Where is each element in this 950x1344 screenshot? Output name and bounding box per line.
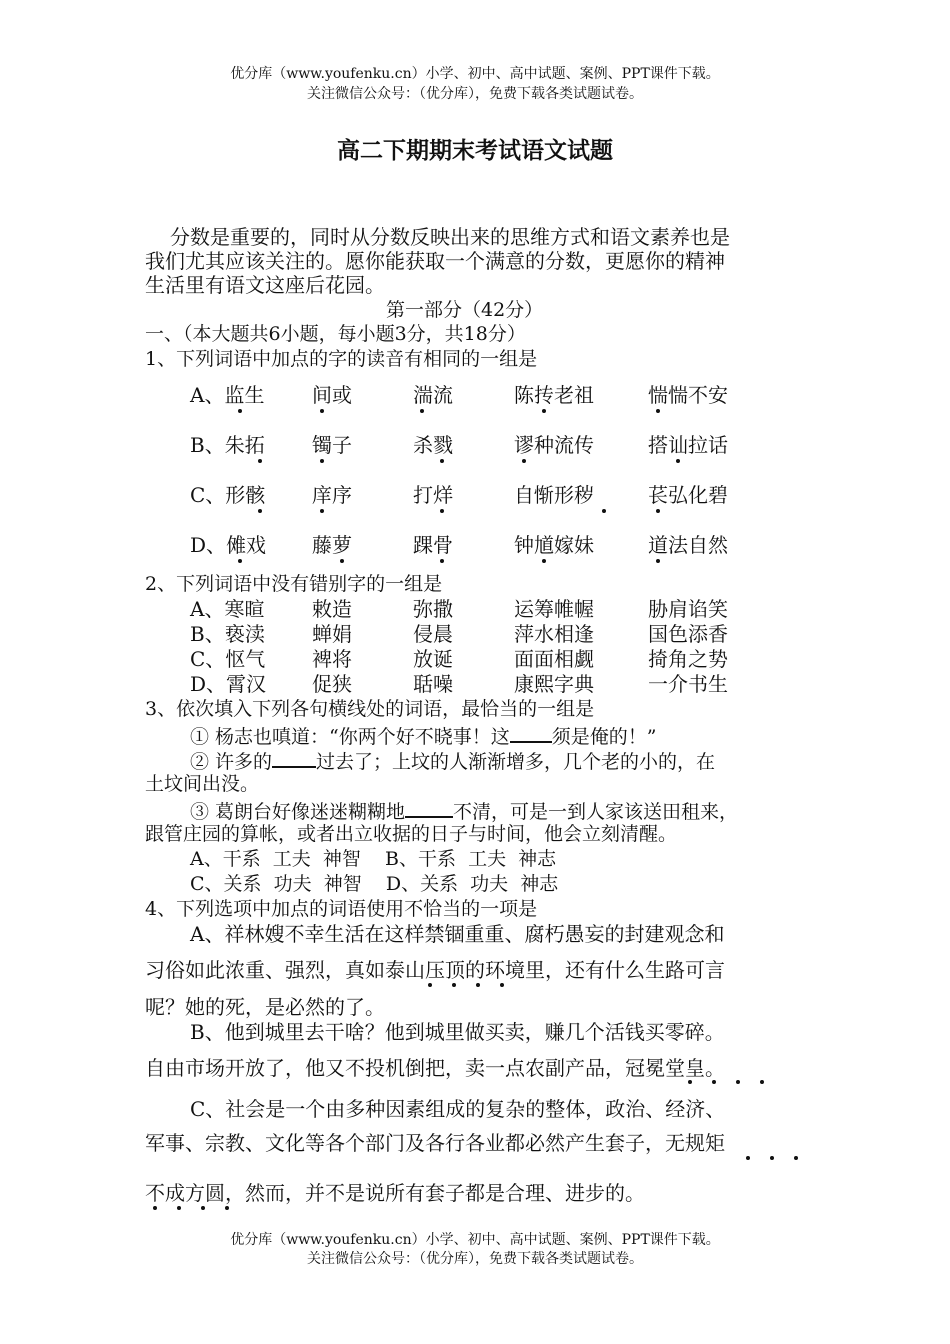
q4-b-line-2: 自由市场开放了，他又不投机倒把，卖一点农副产品，冠冕堂皇。: [145, 1056, 725, 1080]
q2-b-col5: 国色添香: [648, 622, 728, 646]
q4-a-line-1: A、祥林嫂不幸生活在这样禁锢重重、腐朽愚妄的封建观念和: [190, 922, 725, 946]
emphasis-dot: [238, 409, 242, 413]
emphasis-dot: [440, 509, 444, 513]
q2-a-col5: 胁肩谄笑: [648, 597, 728, 621]
q2-c-col3: 放诞: [413, 647, 453, 671]
emphasis-dot: [420, 409, 424, 413]
q3-sentence-3-cont: 跟管庄园的算帐，或者出立收据的日子与时间，他会立刻清醒。: [145, 823, 678, 845]
fill-blank-1: [510, 723, 552, 743]
q1-b-col5: 搭讪拉话: [648, 433, 728, 457]
q2-d-col4: 康熙字典: [514, 672, 594, 696]
emphasis-dot: [656, 559, 660, 563]
q1-d-col5: 道法自然: [648, 533, 728, 557]
emphasis-dot: [440, 559, 444, 563]
q2-b-col1: B、亵渎: [190, 622, 265, 646]
q3-s1-part-a: ① 杨志也嗔道：“你两个好不晓事！这: [190, 726, 510, 748]
emphasis-dot: [320, 409, 324, 413]
q2-c-col4: 面面相觑: [514, 647, 594, 671]
q4-a-line-3: 呢？她的死，是必然的了。: [145, 995, 385, 1019]
q2-d-col2: 促狭: [312, 672, 352, 696]
q3-options-ab: A、干系 工夫 神智 B、干系 工夫 神志: [190, 848, 557, 870]
q1-d-col3: 踝骨: [413, 533, 453, 557]
emphasis-dot: [736, 1080, 740, 1084]
q1-a-col5: 惴惴不安: [648, 383, 728, 407]
q2-c-col5: 掎角之势: [648, 647, 728, 671]
q1-c-col5: 苌弘化碧: [648, 483, 728, 507]
q1-b-col4: 谬种流传: [514, 433, 594, 457]
emphasis-dot: [656, 509, 660, 513]
q1-a-col1: A、监生: [190, 383, 265, 407]
emphasis-dot: [452, 983, 456, 987]
emphasis-dot: [476, 983, 480, 987]
page-title: 高二下期期末考试语文试题: [337, 137, 613, 164]
q2-a-col2: 敕造: [312, 597, 352, 621]
intro-line-3: 生活里有语文这座后花园。: [145, 273, 385, 297]
emphasis-dot: [542, 409, 546, 413]
q1-c-col4: 自惭形秽: [514, 483, 594, 507]
section1-heading: 一、（本大题共6小题，每小题3分，共18分）: [145, 323, 526, 345]
footer-line-2: 关注微信公众号：（优分库），免费下载各类试题试卷。: [307, 1251, 643, 1267]
q1-b-col1: B、朱拓: [190, 433, 265, 457]
q1-c-col3: 打烊: [413, 483, 453, 507]
q1-d-col1: D、傩戏: [190, 533, 267, 557]
emphasis-dot: [177, 1206, 181, 1210]
q2-d-col1: D、霄汉: [190, 672, 267, 696]
emphasis-dot: [201, 1206, 205, 1210]
emphasis-dot: [602, 509, 606, 513]
q1-a-col4: 陈抟老祖: [514, 383, 594, 407]
q3-sentence-3: [190, 798, 738, 823]
q4-c-line-2: 军事、宗教、文化等各个部门及各行各业都必然产生套子，无规矩: [145, 1131, 725, 1155]
q2-b-col4: 萍水相逢: [514, 622, 594, 646]
q2-a-col3: 弥撒: [413, 597, 453, 621]
intro-line-2: 我们尤其应该关注的。愿你能获取一个满意的分数，更愿你的精神: [145, 249, 725, 273]
emphasis-dot: [746, 1156, 750, 1160]
header-line-1: 优分库（www.youfenku.cn）小学、初中、高中试题、案例、PPT课件下载。: [230, 66, 720, 82]
q4-b-line-1: B、他到城里去干啥？他到城里做买卖，赚几个活钱买零碎。: [190, 1020, 725, 1044]
q4-c-line-1: C、社会是一个由多种因素组成的复杂的整体，政治、经济、: [190, 1097, 726, 1121]
emphasis-dot: [712, 1080, 716, 1084]
q1-stem: 1、下列词语中加点的字的读音有相同的一组是: [145, 348, 538, 370]
emphasis-dot: [340, 559, 344, 563]
q1-d-col4: 钟馗嫁妹: [514, 533, 594, 557]
emphasis-dot: [153, 1206, 157, 1210]
q1-c-col2: 庠序: [312, 483, 352, 507]
q2-d-col5: 一介书生: [648, 672, 728, 696]
q3-s2-part-b: 过去了；上坟的人渐渐增多，几个老的小的，在: [316, 751, 716, 773]
q3-options-cd: C、关系 功夫 神智 D、关系 功夫 神志: [190, 873, 559, 895]
emphasis-dot: [238, 559, 242, 563]
emphasis-dot: [225, 1206, 229, 1210]
emphasis-dot: [770, 1156, 774, 1160]
emphasis-dot: [440, 459, 444, 463]
q2-stem: 2、下列词语中没有错别字的一组是: [145, 573, 443, 595]
q4-stem: 4、下列选项中加点的词语使用不恰当的一项是: [145, 898, 538, 920]
emphasis-dot: [500, 983, 504, 987]
emphasis-dot: [320, 459, 324, 463]
fill-blank-2: [272, 748, 316, 768]
emphasis-dot: [676, 459, 680, 463]
q2-a-col1: A、寒暄: [190, 597, 265, 621]
emphasis-dot: [688, 1080, 692, 1084]
q2-c-col2: 裨将: [312, 647, 352, 671]
emphasis-dot: [656, 409, 660, 413]
q4-c-line-3: 不成方圆，然而，并不是说所有套子都是合理、进步的。: [145, 1181, 645, 1205]
q1-b-col2: 镯子: [312, 433, 352, 457]
q1-a-col2: 间或: [312, 383, 352, 407]
q1-a-col3: 湍流: [413, 383, 453, 407]
q3-s2-part-a: ② 许多的: [190, 751, 273, 773]
header-line-2: 关注微信公众号：（优分库），免费下载各类试题试卷。: [307, 86, 643, 102]
q3-s1-part-b: 须是俺的！”: [551, 726, 657, 748]
fill-blank-3: [405, 798, 453, 818]
q3-s3-part-a: ③ 葛朗台好像迷迷糊糊地: [190, 801, 406, 823]
q3-sentence-2: [190, 748, 715, 773]
q1-c-col1: C、形骸: [190, 483, 266, 507]
emphasis-dot: [522, 459, 526, 463]
footer-line-1: 优分库（www.youfenku.cn）小学、初中、高中试题、案例、PPT课件下载。: [230, 1232, 720, 1248]
intro-line-1: 分数是重要的，同时从分数反映出来的思维方式和语文素养也是: [170, 225, 730, 249]
part1-heading: 第一部分（42分）: [386, 299, 544, 321]
q2-b-col2: 蝉娟: [312, 622, 352, 646]
q1-b-col3: 杀戮: [413, 433, 453, 457]
q3-s3-part-b: 不清，可是一到人家该送田租来，: [453, 801, 739, 823]
emphasis-dot: [542, 559, 546, 563]
q1-d-col2: 藤萝: [312, 533, 352, 557]
q2-d-col3: 聒噪: [413, 672, 453, 696]
emphasis-dot: [258, 509, 262, 513]
emphasis-dot: [794, 1156, 798, 1160]
emphasis-dot: [760, 1080, 764, 1084]
q3-stem: 3、依次填入下列各句横线处的词语，最恰当的一组是: [145, 698, 595, 720]
emphasis-dot: [428, 983, 432, 987]
q3-sentence-2-cont: 土坟间出没。: [145, 773, 260, 795]
q2-c-col1: C、怄气: [190, 647, 266, 671]
emphasis-dot: [258, 459, 262, 463]
q2-a-col4: 运筹帷幄: [514, 597, 594, 621]
q4-a-line-2: 习俗如此浓重、强烈，真如泰山压顶的环境里，还有什么生路可言: [145, 958, 725, 982]
q3-sentence-1: [190, 723, 656, 748]
emphasis-dot: [320, 509, 324, 513]
q2-b-col3: 侵晨: [413, 622, 453, 646]
